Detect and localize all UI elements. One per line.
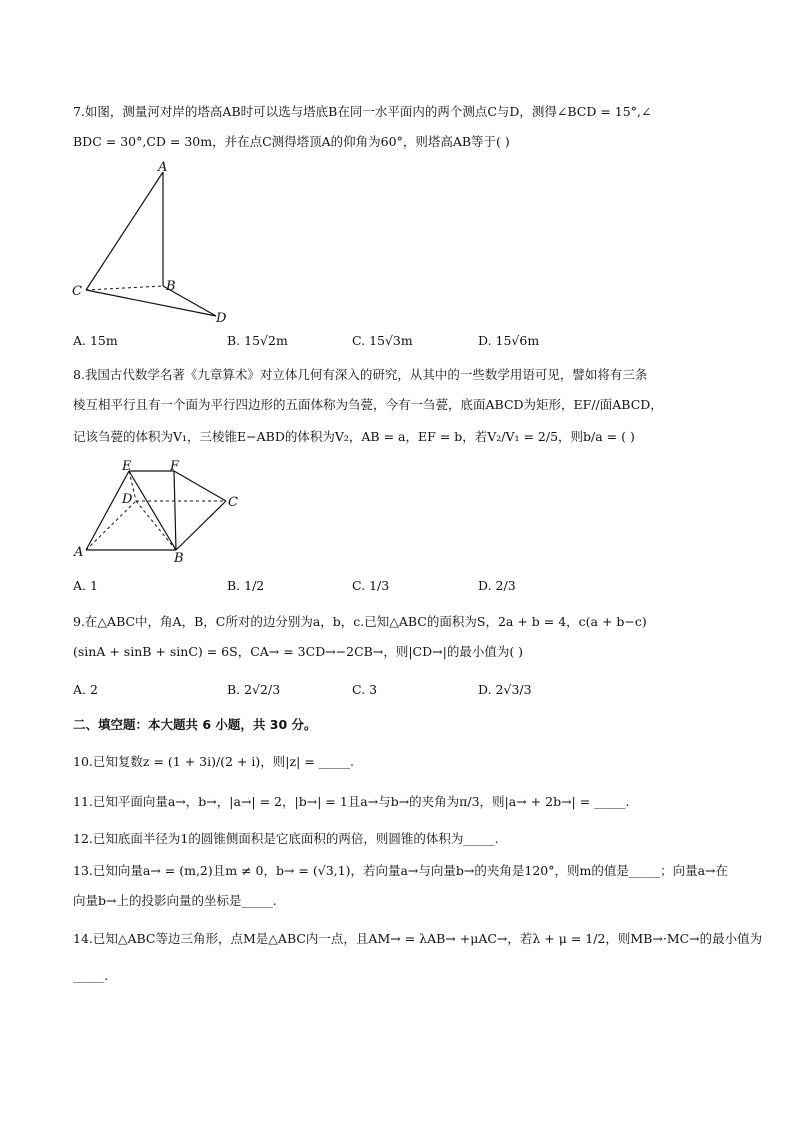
q7-label-c: C — [72, 284, 82, 299]
q13-stem-line1: 13.已知向量a→ = (m,2)且m ≠ 0，b→ = (√3,1)，若向量a→与向量b→的夹角是120°，则m的值是_____；向量a→在 — [73, 863, 729, 878]
q7-figure — [66, 160, 236, 330]
q9-option-d: D. 2√3/3 — [478, 682, 532, 697]
q7-option-d: D. 15√6m — [478, 333, 540, 348]
q8-figure — [66, 455, 256, 565]
q8-label-d: D — [122, 492, 133, 507]
q9-option-b: B. 2√2/3 — [227, 682, 281, 697]
q7-stem-line1: 7.如图，测量河对岸的塔高AB时可以选与塔底B在同一水平面内的两个测点C与D，测得∠BCD = 15°,∠ — [73, 104, 652, 119]
q8-stem-line3: 记该刍甍的体积为V₁，三棱锥E−ABD的体积为V₂，AB = a，EF = b，若V₂/V₁ = 2/5，则b/a = ( ) — [73, 429, 635, 444]
q7-option-b: B. 15√2m — [227, 333, 288, 348]
q14-stem-line1: 14.已知△ABC等边三角形，点M是△ABC内一点，且AM→ = λAB→ +μAC→，若λ + μ = 1/2，则MB→·MC→的最小值为 — [73, 931, 763, 946]
q8-label-b: B — [174, 551, 184, 565]
q8-stem-line1: 8.我国古代数学名著《九章算术》对立体几何有深入的研究，从其中的一些数学用语可见，譬如将有三条 — [73, 367, 648, 382]
q7-label-b: B — [166, 279, 176, 294]
q8-stem-line2: 棱互相平行且有一个面为平行四边形的五面体称为刍甍，今有一刍甍，底面ABCD为矩形，EF//面ABCD， — [73, 397, 663, 412]
section-fill-in-heading: 二、填空题：本大题共 6 小题，共 30 分。 — [73, 717, 317, 732]
q7-label-d: D — [216, 311, 227, 326]
q8-option-a: A. 1 — [73, 578, 98, 593]
q7-option-a: A. 15m — [73, 333, 118, 348]
q9-option-c: C. 3 — [352, 682, 378, 697]
q11-stem: 11.已知平面向量a→，b→，|a→| = 2，|b→| = 1且a→与b→的夹角为π/3，则|a→ + 2b→| = _____. — [73, 794, 630, 809]
q10-stem: 10.已知复数z = (1 + 3i)/(2 + i)，则|z| = _____. — [73, 754, 354, 769]
q8-label-f: F — [170, 459, 180, 474]
q12-stem: 12.已知底面半径为1的圆锥侧面积是它底面积的两倍，则圆锥的体积为_____. — [73, 831, 499, 846]
q8-option-d: D. 2/3 — [478, 578, 516, 593]
q7-option-c: C. 15√3m — [352, 333, 413, 348]
q13-stem-line2: 向量b→上的投影向量的坐标是_____. — [73, 893, 277, 908]
q14-stem-line2: _____. — [73, 968, 109, 983]
q8-label-e: E — [122, 459, 132, 474]
q8-option-b: B. 1/2 — [227, 578, 265, 593]
q7-label-a: A — [158, 160, 168, 175]
q9-stem-line1: 9.在△ABC中，角A，B，C所对的边分别为a，b，c.已知△ABC的面积为S，2a + b = 4，c(a + b−c) — [73, 614, 647, 629]
q9-option-a: A. 2 — [73, 682, 98, 697]
q7-stem-line2: BDC = 30°,CD = 30m，并在点C测得塔顶A的仰角为60°，则塔高AB等于( ) — [73, 134, 510, 149]
q9-stem-line2: (sinA + sinB + sinC) = 6S，CA→ = 3CD→−2CB→，则|CD→|的最小值为( ) — [73, 644, 524, 659]
q8-label-a: A — [74, 545, 84, 560]
q8-label-c: C — [228, 495, 238, 510]
q8-option-c: C. 1/3 — [352, 578, 390, 593]
